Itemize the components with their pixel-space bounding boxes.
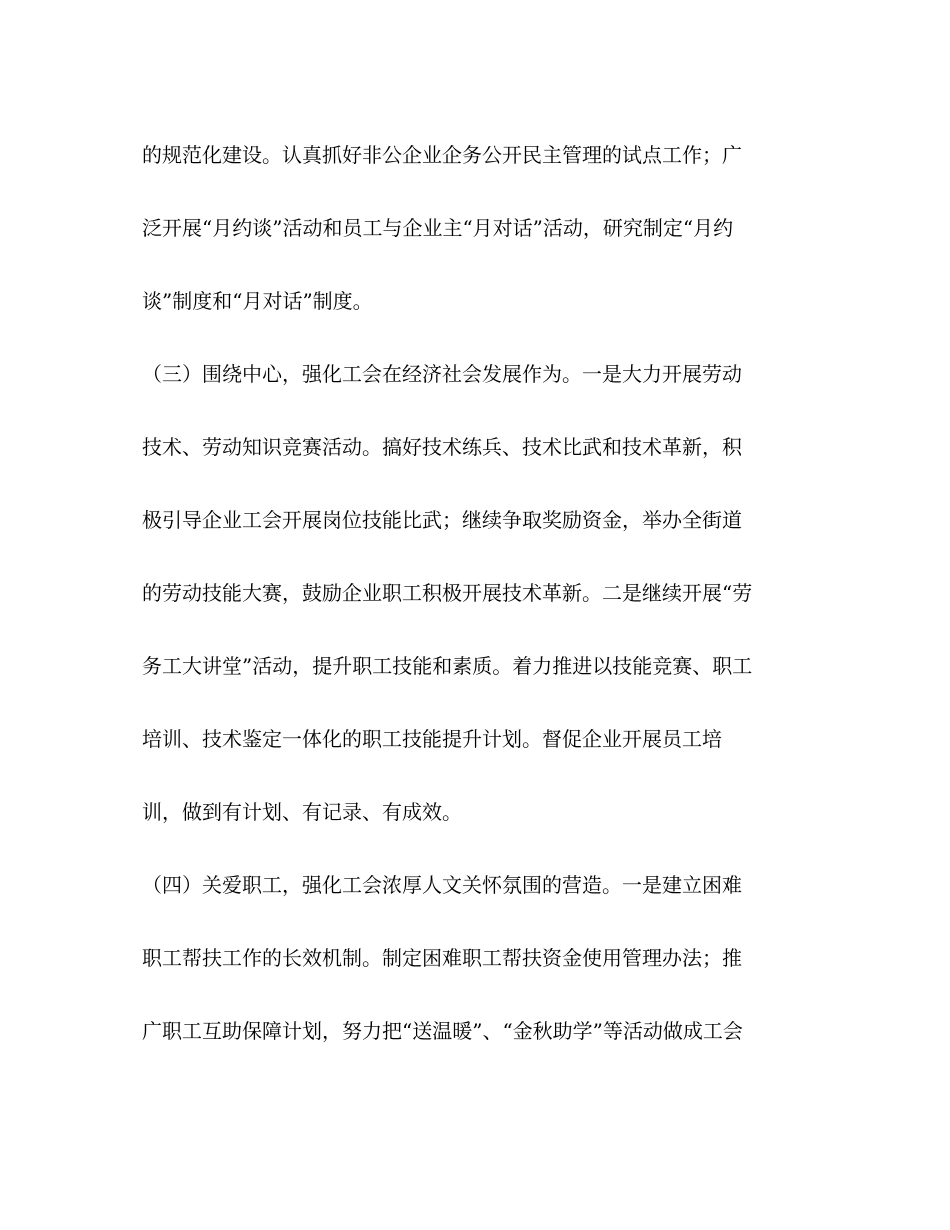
text-line: 职工帮扶工作的长效机制。制定困难职工帮扶资金使用管理办法；推 [142,946,742,970]
text-line: （三）围绕中心，强化工会在经济社会发展作为。一是大力开展劳动 [142,362,742,386]
text-line: 谈”制度和“月对话”制度。 [142,289,373,313]
text-line: 泛开展“月约谈”活动和员工与企业主“月对话”活动，研究制定“月约 [142,216,734,240]
text-line: 的规范化建设。认真抓好非公企业企务公开民主管理的试点工作；广 [142,143,742,167]
text-line: 广职工互助保障计划，努力把“送温暖”、“金秋助学”等活动做成工会 [142,1019,743,1043]
text-line: 培训、技术鉴定一体化的职工技能提升计划。督促企业开展员工培 [142,727,722,751]
text-line: 的劳动技能大赛，鼓励企业职工积极开展技术革新。二是继续开展“劳 [142,581,753,605]
text-line: 务工大讲堂”活动，提升职工技能和素质。着力推进以技能竞赛、职工 [142,654,753,678]
text-line: 技术、劳动知识竞赛活动。搞好技术练兵、技术比武和技术革新，积 [142,435,742,459]
text-line: 训，做到有计划、有记录、有成效。 [142,800,462,824]
text-line: 极引导企业工会开展岗位技能比武；继续争取奖励资金，举办全街道 [142,508,742,532]
text-line: （四）关爱职工，强化工会浓厚人文关怀氛围的营造。一是建立困难 [142,873,742,897]
